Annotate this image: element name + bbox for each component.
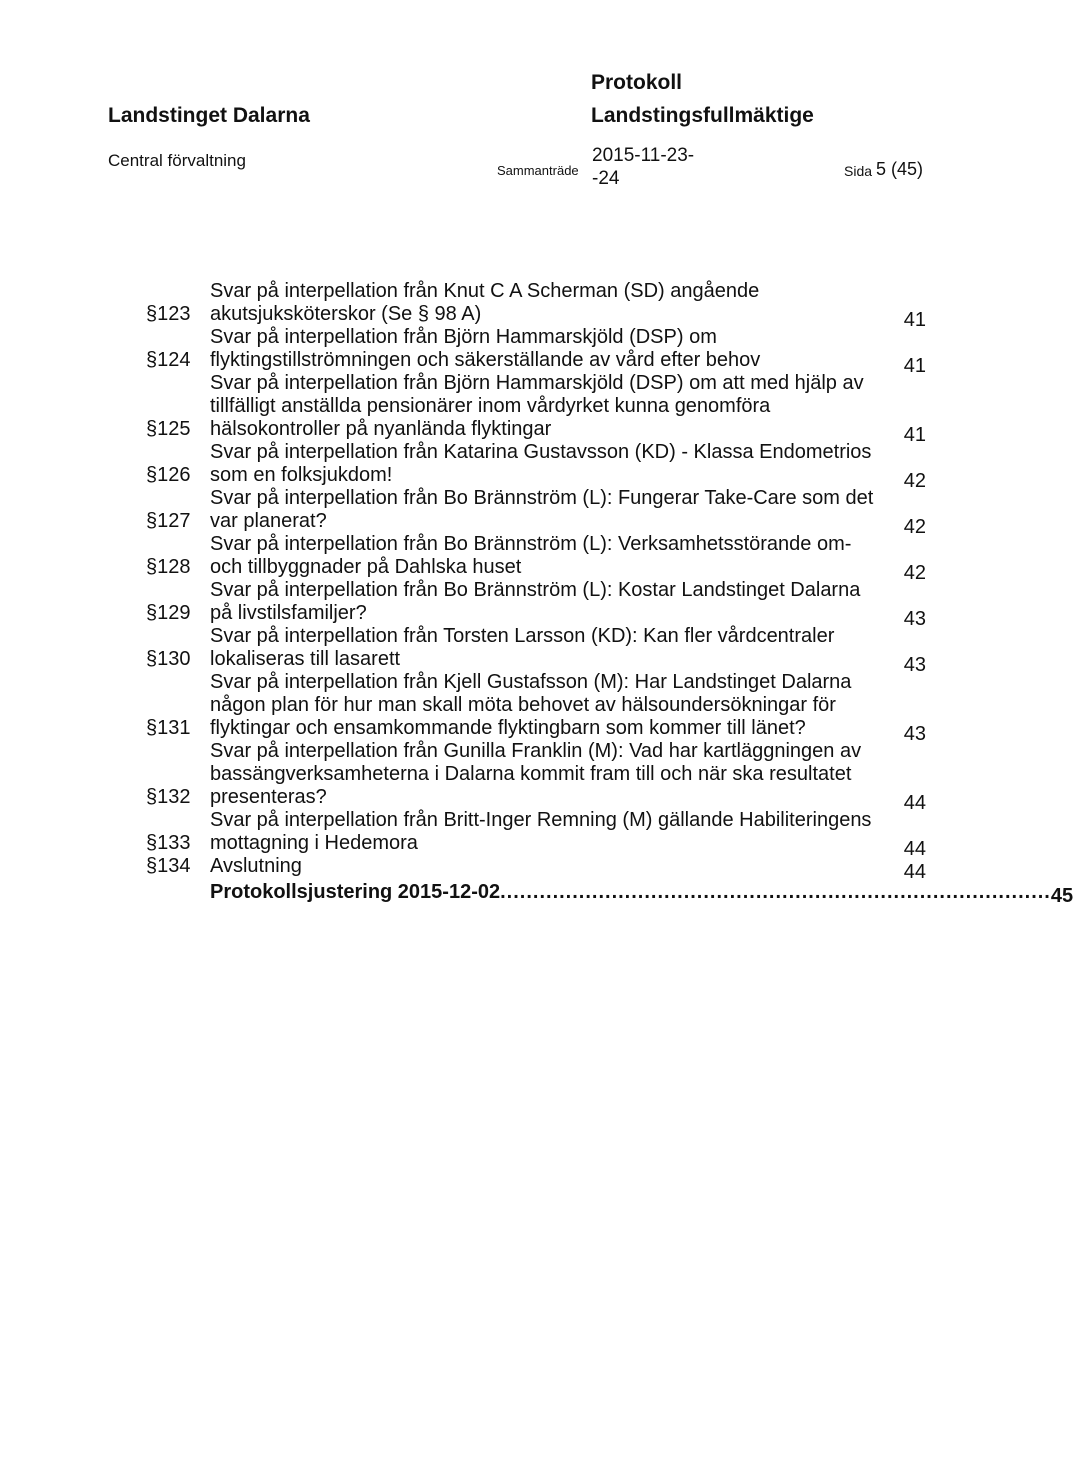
toc-page: 45 <box>1050 885 1073 907</box>
toc-page: 41 <box>903 309 926 331</box>
toc-page: 43 <box>903 608 926 630</box>
toc-section: §125 <box>146 418 191 440</box>
toc-page: 42 <box>903 516 926 538</box>
department-name: Central förvaltning <box>108 151 246 170</box>
toc-page: 44 <box>903 861 926 883</box>
toc-title: Svar på interpellation från Bo Brännström (L): Verksamhetsstörande om- och tillbyggnader på Dahlska huset <box>210 533 852 578</box>
table-of-contents <box>146 280 1073 907</box>
toc-entry-132 <box>146 740 926 814</box>
toc-entry-125 <box>146 372 926 446</box>
meeting-date-line1: 2015-11-23- <box>592 145 695 166</box>
toc-section: §124 <box>146 349 191 371</box>
toc-page: 41 <box>903 424 926 446</box>
toc-section: §127 <box>146 510 191 532</box>
toc-page: 43 <box>903 723 926 745</box>
toc-section: §128 <box>146 556 191 578</box>
toc-title: Svar på interpellation från Torsten Larsson (KD): Kan fler vårdcentraler lokaliseras till lasarett <box>210 625 835 670</box>
toc-page: 42 <box>903 470 926 492</box>
toc-entry-127 <box>146 487 926 538</box>
toc-title: Svar på interpellation från Bo Brännström (L): Kostar Landstinget Dalarna på livstilsfamiljer? <box>210 579 861 624</box>
toc-title: Protokollsjustering 2015-12-02 <box>210 881 501 903</box>
toc-title: Svar på interpellation från Gunilla Franklin (M): Vad har kartläggningen av bassängverksamheterna i Dalarna kommit fram till och när ska resultatet presenteras? <box>210 740 862 808</box>
page-number: 5 (45) <box>876 159 924 179</box>
toc-entry-126 <box>146 441 926 492</box>
toc-page: 44 <box>903 792 926 814</box>
toc-page: 44 <box>903 838 926 860</box>
document-type: Protokoll <box>591 71 683 94</box>
toc-title: Svar på interpellation från Katarina Gustavsson (KD) - Klassa Endometrios som en folksjukdom! <box>210 441 872 486</box>
page-label: Sida <box>844 163 873 179</box>
meeting-date-line2: -24 <box>592 168 620 189</box>
toc-entry-128 <box>146 533 926 584</box>
governing-body: Landstingsfullmäktige <box>591 104 814 127</box>
toc-entry-protokollsjustering <box>210 881 1073 907</box>
meeting-label: Sammanträde <box>497 163 579 178</box>
toc-section: §132 <box>146 786 191 808</box>
toc-page: 43 <box>903 654 926 676</box>
toc-title: Svar på interpellation från Knut C A Scherman (SD) angående akutsjuksköterskor (Se § 98 A) <box>210 280 760 325</box>
toc-entry-124 <box>146 326 926 377</box>
toc-page: 42 <box>903 562 926 584</box>
toc-section: §134 <box>146 855 191 877</box>
toc-section: §131 <box>146 717 191 739</box>
toc-entry-131 <box>146 671 926 745</box>
toc-entry-123 <box>146 280 926 331</box>
toc-title: Svar på interpellation från Britt-Inger Remning (M) gällande Habiliteringens mottagning i Hedemora <box>210 809 872 854</box>
toc-section: §133 <box>146 832 191 854</box>
toc-entry-134 <box>146 855 926 883</box>
toc-section: §126 <box>146 464 191 486</box>
toc-page: 41 <box>903 355 926 377</box>
toc-title: Svar på interpellation från Björn Hammarskjöld (DSP) om att med hjälp av tillfälligt anställda pensionärer inom vårdyrket kunna genomföra hälsokontroller på nyanlända flyktingar <box>210 372 864 440</box>
toc-entry-133 <box>146 809 926 860</box>
toc-section: §123 <box>146 303 191 325</box>
toc-entry-130 <box>146 625 926 676</box>
organization-name: Landstinget Dalarna <box>108 104 310 127</box>
toc-entry-129 <box>146 579 926 630</box>
dot-leader: .................................................................................... <box>500 881 1051 903</box>
toc-section: §129 <box>146 602 191 624</box>
toc-section: §130 <box>146 648 191 670</box>
toc-title: Svar på interpellation från Björn Hammarskjöld (DSP) om flyktingstillströmningen och säkerställande av vård efter behov <box>210 326 761 371</box>
toc-title: Avslutning <box>210 855 302 877</box>
toc-title: Svar på interpellation från Bo Brännström (L): Fungerar Take-Care som det var planerat? <box>210 487 874 532</box>
toc-title: Svar på interpellation från Kjell Gustafsson (M): Har Landstinget Dalarna någon plan för hur man skall möta behovet av hälsoundersökningar för flyktingar och ensamkommande flyktingbarn som kommer till länet? <box>210 671 852 739</box>
